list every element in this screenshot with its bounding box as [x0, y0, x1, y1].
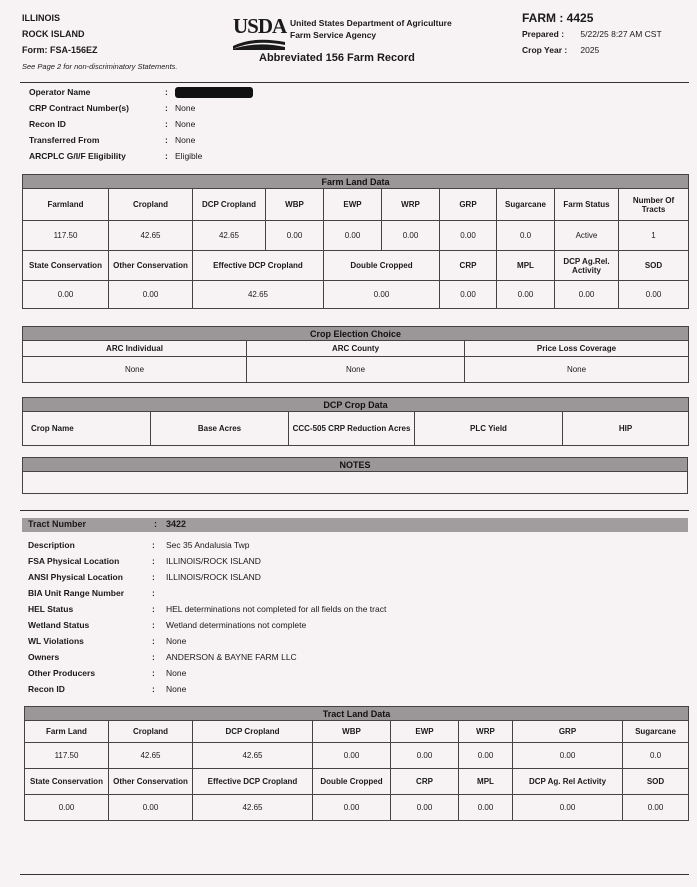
tract-land-header: WBP	[313, 721, 391, 743]
tract-info-value: None	[166, 684, 187, 694]
usda-logo-text: USDA	[233, 14, 287, 38]
farm-land-value: 0.00	[440, 221, 497, 251]
tract-land-value: 42.65	[193, 743, 313, 769]
notes-table	[22, 457, 688, 494]
tract-info-label: ANSI Physical Location	[28, 572, 123, 582]
county-name: ROCK ISLAND	[22, 29, 85, 39]
farm-land-data-table	[22, 174, 689, 309]
tract-land-header: GRP	[513, 721, 623, 743]
prepared-line	[522, 26, 662, 42]
farm-number: 4425	[566, 11, 594, 25]
tract-number-band: Tract Number : 3422	[22, 518, 688, 532]
tract-land-value: 0.00	[391, 743, 459, 769]
farm-land-header: Number Of Tracts	[619, 189, 689, 221]
farm-land-value: 42.65	[193, 281, 324, 309]
farm-land-value: 0.00	[109, 281, 193, 309]
tract-info-label: BIA Unit Range Number	[28, 588, 125, 598]
tract-divider	[20, 510, 689, 511]
tract-land-value: 0.00	[391, 795, 459, 821]
tract-info-value: ANDERSON & BAYNE FARM LLC	[166, 652, 297, 662]
farm-land-data-title: Farm Land Data	[23, 175, 689, 189]
crop-year-value: 2025	[580, 45, 600, 55]
tract-land-value: 0.00	[313, 743, 391, 769]
tract-info-value: ILLINOIS/ROCK ISLAND	[166, 572, 261, 582]
notes-value	[23, 472, 688, 494]
tract-land-value: 0.00	[623, 795, 689, 821]
tract-info-row: Owners : ANDERSON & BAYNE FARM LLC	[28, 652, 297, 662]
crop-election-table	[22, 326, 689, 383]
tract-land-value: 0.00	[513, 795, 623, 821]
farm-label: FARM :	[522, 11, 564, 25]
tract-info-label: Other Producers	[28, 668, 96, 678]
tract-info-label: WL Violations	[28, 636, 84, 646]
tract-info-row: Description : Sec 35 Andalusia Twp	[28, 540, 250, 550]
dcp-crop-header: HIP	[563, 412, 689, 446]
farm-land-value: 0.00	[619, 281, 689, 309]
tract-land-header: DCP Cropland	[193, 721, 313, 743]
form-number: Form: FSA-156EZ	[22, 45, 98, 55]
tract-number-label: Tract Number	[28, 519, 87, 529]
farm-info-label: Transferred From	[29, 135, 100, 145]
farm-land-header: EWP	[324, 189, 382, 221]
tract-land-value: 0.00	[459, 795, 513, 821]
tract-number-value: 3422	[166, 519, 187, 529]
tract-land-header: MPL	[459, 769, 513, 795]
farm-land-header: Effective DCP Cropland	[193, 251, 324, 281]
farm-land-header: CRP	[440, 251, 497, 281]
tract-land-header: State Conservation	[25, 769, 109, 795]
farm-land-header: Cropland	[109, 189, 193, 221]
tract-land-value: 117.50	[25, 743, 109, 769]
dcp-crop-header: Crop Name	[23, 412, 151, 446]
farm-land-header: GRP	[440, 189, 497, 221]
tract-land-header: Farm Land	[25, 721, 109, 743]
farm-land-value: Active	[555, 221, 619, 251]
farm-info-value: Eligible	[175, 151, 203, 161]
farm-info-value: None	[175, 103, 196, 113]
footer-divider	[20, 874, 689, 875]
farm-number-line	[522, 10, 662, 26]
tract-land-header: DCP Ag. Rel Activity	[513, 769, 623, 795]
tract-info-value: HEL determinations not completed for all fields on the tract	[166, 604, 387, 614]
farm-land-header: WRP	[382, 189, 440, 221]
crop-election-value: None	[247, 357, 465, 383]
operator-name-redacted	[175, 87, 253, 98]
crop-election-value: None	[465, 357, 689, 383]
tract-land-value: 0.0	[623, 743, 689, 769]
crop-election-header: ARC Individual	[23, 341, 247, 357]
tract-info-row: Recon ID : None	[28, 684, 187, 694]
crop-election-header: Price Loss Coverage	[465, 341, 689, 357]
farm-land-value: 1	[619, 221, 689, 251]
farm-land-header: State Conservation	[23, 251, 109, 281]
farm-land-header: Sugarcane	[497, 189, 555, 221]
farm-land-header: Farmland	[23, 189, 109, 221]
tract-info-label: Wetland Status	[28, 620, 90, 630]
farm-info-row: Operator Name :	[29, 87, 669, 103]
notes-title: NOTES	[23, 458, 688, 472]
farm-land-value: 117.50	[23, 221, 109, 251]
tract-info-value: None	[166, 668, 187, 678]
farm-land-value: 0.00	[324, 281, 440, 309]
dcp-crop-data-table	[22, 397, 689, 446]
tract-info-value: Wetland determinations not complete	[166, 620, 307, 630]
tract-info-label: HEL Status	[28, 604, 74, 614]
farm-land-value: 0.00	[266, 221, 324, 251]
farm-land-header: Farm Status	[555, 189, 619, 221]
agency-line-2: Farm Service Agency	[290, 30, 377, 40]
tract-land-data-table	[24, 706, 689, 821]
tract-land-header: SOD	[623, 769, 689, 795]
farm-land-header: WBP	[266, 189, 324, 221]
tract-land-data-title: Tract Land Data	[25, 707, 689, 721]
farm-land-header: MPL	[497, 251, 555, 281]
farm-land-header: Double Cropped	[324, 251, 440, 281]
farm-info-label: Operator Name	[29, 87, 91, 97]
farm-land-value: 0.00	[497, 281, 555, 309]
dcp-crop-header: Base Acres	[151, 412, 289, 446]
state-name: ILLINOIS	[22, 13, 60, 23]
farm-land-value: 42.65	[109, 221, 193, 251]
farm-info-row: CRP Contract Number(s) : None	[29, 103, 196, 113]
tract-info-row: Other Producers : None	[28, 668, 187, 678]
crop-election-value: None	[23, 357, 247, 383]
dcp-crop-data-title: DCP Crop Data	[23, 398, 689, 412]
farm-info-row: Transferred From : None	[29, 135, 196, 145]
dcp-crop-header: PLC Yield	[415, 412, 563, 446]
tract-info-row: WL Violations : None	[28, 636, 187, 646]
crop-year-label: Crop Year :	[522, 45, 568, 55]
header-left	[22, 10, 178, 75]
tract-info-label: FSA Physical Location	[28, 556, 120, 566]
farm-land-value: 0.0	[497, 221, 555, 251]
tract-land-header: Effective DCP Cropland	[193, 769, 313, 795]
tract-info-row: BIA Unit Range Number :	[28, 588, 155, 598]
tract-land-value: 0.00	[459, 743, 513, 769]
tract-land-value: 42.65	[193, 795, 313, 821]
farm-land-header: DCP Ag.Rel. Activity	[555, 251, 619, 281]
farm-land-header: SOD	[619, 251, 689, 281]
tract-land-header: EWP	[391, 721, 459, 743]
tract-land-value: 42.65	[109, 743, 193, 769]
tract-land-value: 0.00	[109, 795, 193, 821]
tract-info-value: None	[166, 636, 187, 646]
tract-info-list	[28, 540, 678, 705]
tract-land-value: 0.00	[513, 743, 623, 769]
tract-info-value: ILLINOIS/ROCK ISLAND	[166, 556, 261, 566]
farm-land-header: DCP Cropland	[193, 189, 266, 221]
tract-info-label: Recon ID	[28, 684, 65, 694]
usda-logo	[233, 14, 285, 50]
tract-info-label: Description	[28, 540, 75, 550]
farm-info-row: ARCPLC G/I/F Eligibility : Eligible	[29, 151, 203, 161]
farm-info-value: None	[175, 119, 196, 129]
tract-land-header: Sugarcane	[623, 721, 689, 743]
farm-land-value: 0.00	[440, 281, 497, 309]
farm-land-value: 42.65	[193, 221, 266, 251]
farm-land-value: 0.00	[555, 281, 619, 309]
tract-info-row: HEL Status : HEL determinations not completed for all fields on the tract	[28, 604, 387, 614]
tract-land-header: CRP	[391, 769, 459, 795]
tract-info-value: Sec 35 Andalusia Twp	[166, 540, 250, 550]
crop-election-title: Crop Election Choice	[23, 327, 689, 341]
dcp-crop-header: CCC-505 CRP Reduction Acres	[289, 412, 415, 446]
prepared-value: 5/22/25 8:27 AM CST	[580, 29, 662, 39]
farm-land-value: 0.00	[382, 221, 440, 251]
prepared-label: Prepared :	[522, 29, 565, 39]
tract-land-value: 0.00	[25, 795, 109, 821]
crop-year-line	[522, 42, 662, 58]
farm-info-list	[29, 87, 669, 167]
non-discrimination-note: See Page 2 for non-discriminatory Statements.	[22, 62, 178, 71]
farm-info-row: Recon ID : None	[29, 119, 196, 129]
farm-info-label: Recon ID	[29, 119, 66, 129]
tract-info-label: Owners	[28, 652, 60, 662]
farm-info-value: None	[175, 135, 196, 145]
tract-land-header: WRP	[459, 721, 513, 743]
agency-name	[290, 17, 452, 41]
farm-info-label: ARCPLC G/I/F Eligibility	[29, 151, 126, 161]
farm-land-value: 0.00	[23, 281, 109, 309]
farm-land-header: Other Conservation	[109, 251, 193, 281]
tract-info-row: Wetland Status : Wetland determinations not complete	[28, 620, 307, 630]
document-title: Abbreviated 156 Farm Record	[259, 52, 415, 64]
farm-info-label: CRP Contract Number(s)	[29, 103, 129, 113]
tract-info-row: FSA Physical Location : ILLINOIS/ROCK ISLAND	[28, 556, 261, 566]
tract-land-header: Double Cropped	[313, 769, 391, 795]
tract-land-value: 0.00	[313, 795, 391, 821]
tract-land-header: Cropland	[109, 721, 193, 743]
farm-land-value: 0.00	[324, 221, 382, 251]
tract-info-row: ANSI Physical Location : ILLINOIS/ROCK ISLAND	[28, 572, 261, 582]
crop-election-header: ARC County	[247, 341, 465, 357]
tract-land-header: Other Conservation	[109, 769, 193, 795]
header-divider	[20, 82, 689, 83]
agency-line-1: United States Department of Agriculture	[290, 18, 452, 28]
farm-info-box	[522, 10, 662, 58]
